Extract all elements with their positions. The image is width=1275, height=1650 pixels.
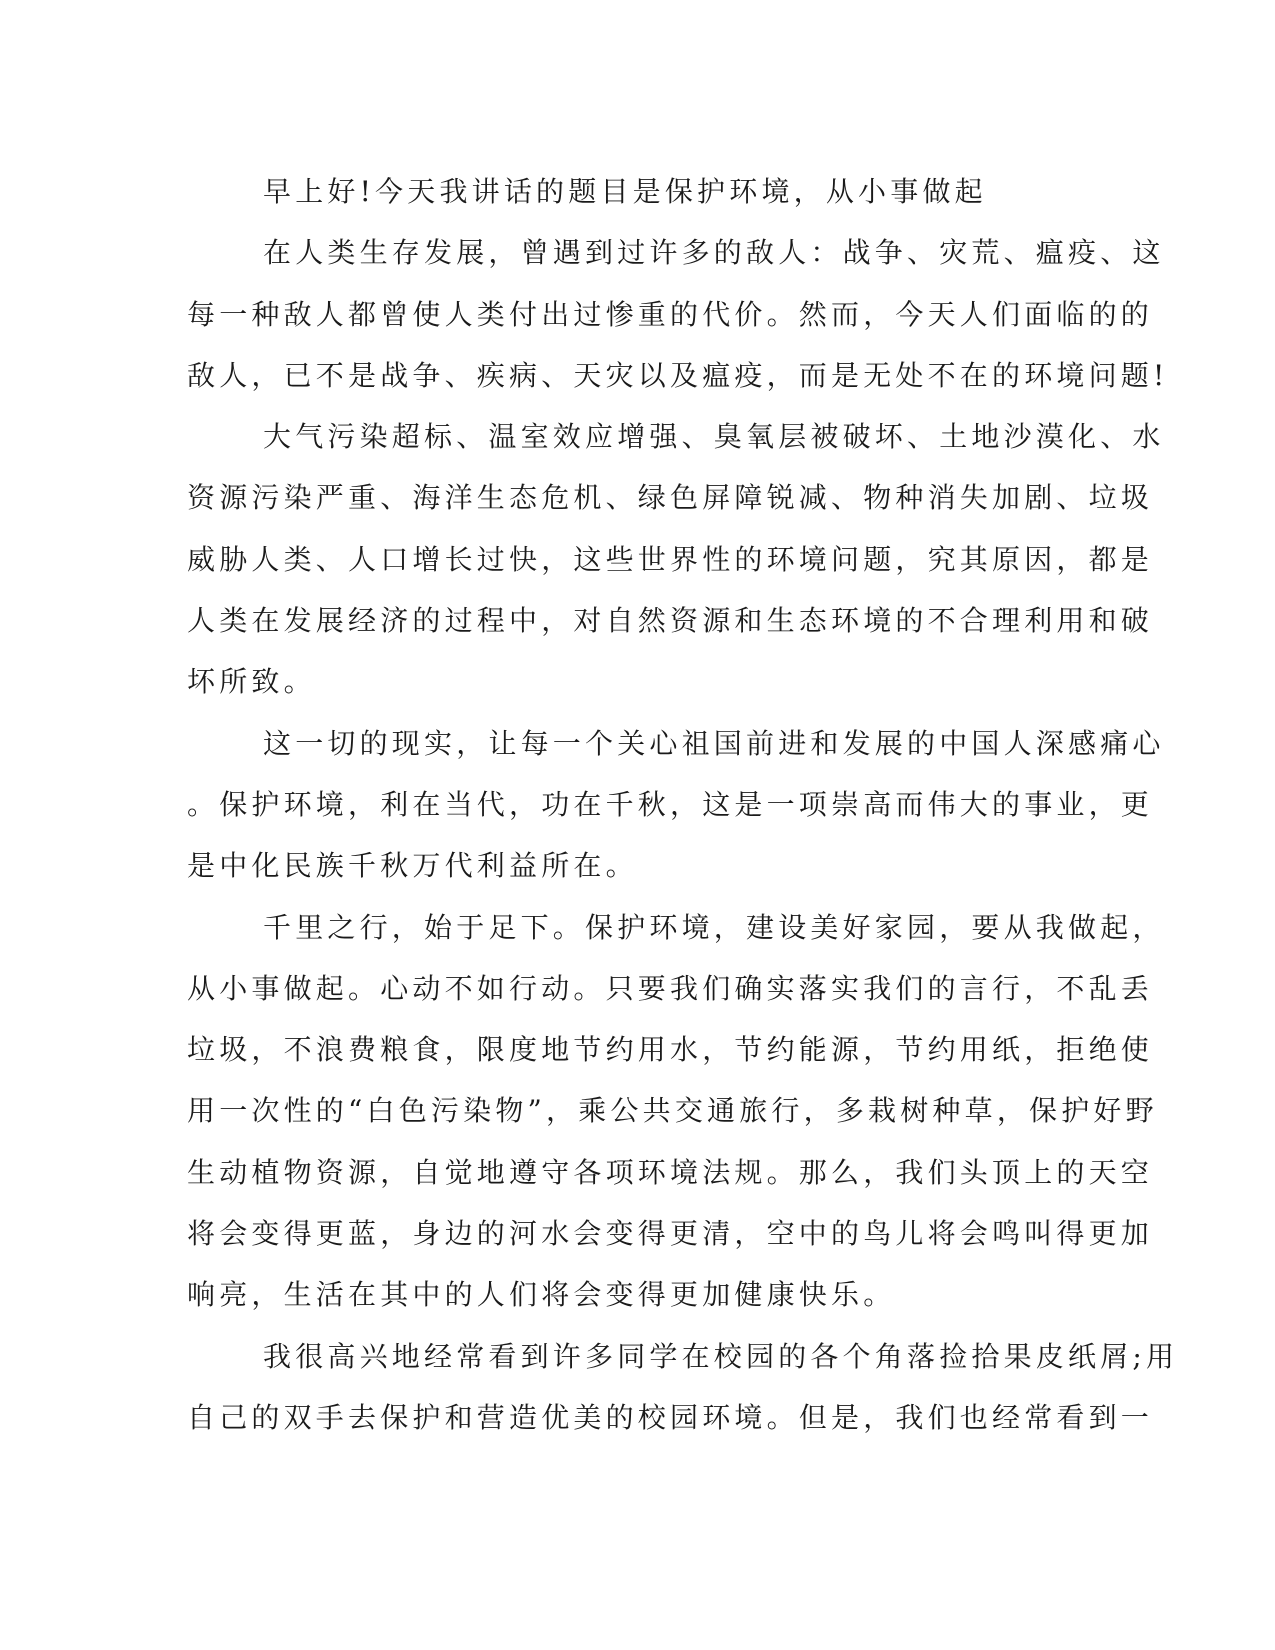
paragraph-line: 生动植物资源，自觉地遵守各项环境法规。那么，我们头顶上的天空 [187, 1155, 1154, 1189]
paragraph-line: 自己的双手去保护和营造优美的校园环境。但是，我们也经常看到一 [187, 1400, 1154, 1434]
paragraph-line: 坏所致。 [187, 665, 316, 699]
paragraph-line: 威胁人类、人口增长过快，这些世界性的环境问题，究其原因，都是 [187, 542, 1154, 576]
speech-text [187, 161, 1179, 1448]
paragraph-line: 每一种敌人都曾使人类付出过惨重的代价。然而，今天人们面临的的 [187, 297, 1154, 331]
paragraph-line: 将会变得更蓝，身边的河水会变得更清，空中的鸟儿将会鸣叫得更加 [187, 1217, 1154, 1251]
paragraph-line: 垃圾，不浪费粮食，限度地节约用水，节约能源，节约用纸，拒绝使 [187, 1033, 1154, 1067]
paragraph-line: 人类在发展经济的过程中，对自然资源和生态环境的不合理利用和破 [187, 604, 1154, 638]
paragraph-line: 大气污染超标、温室效应增强、臭氧层被破坏、土地沙漠化、水 [263, 420, 1165, 454]
paragraph-line: 是中化民族千秋万代利益所在。 [187, 849, 638, 883]
paragraph-line: 响亮，生活在其中的人们将会变得更加健康快乐。 [187, 1278, 896, 1312]
paragraph-line: 用一次性的“白色污染物”，乘公共交通旅行，多栽树种草，保护好野 [187, 1094, 1158, 1128]
paragraph-line: 这一切的现实，让每一个关心祖国前进和发展的中国人深感痛心 [263, 726, 1165, 760]
paragraph-line: 敌人，已不是战争、疾病、天灾以及瘟疫，而是无处不在的环境问题! [187, 358, 1169, 392]
paragraph-line: 千里之行，始于足下。保护环境，建设美好家园，要从我做起， [263, 910, 1165, 944]
paragraph-line: 。保护环境，利在当代，功在千秋，这是一项崇高而伟大的事业，更 [187, 787, 1154, 821]
paragraph-line: 资源污染严重、海洋生态危机、绿色屏障锐减、物种消失加剧、垃圾 [187, 481, 1154, 515]
paragraph-line: 从小事做起。心动不如行动。只要我们确实落实我们的言行，不乱丢 [187, 971, 1154, 1005]
paragraph-line: 在人类生存发展，曾遇到过许多的敌人：战争、灾荒、瘟疫、这 [263, 236, 1165, 270]
paragraph-line: 我很高兴地经常看到许多同学在校园的各个角落捡拾果皮纸屑;用 [263, 1339, 1179, 1373]
greeting-line: 早上好!今天我讲话的题目是保护环境，从小事做起 [263, 175, 987, 208]
